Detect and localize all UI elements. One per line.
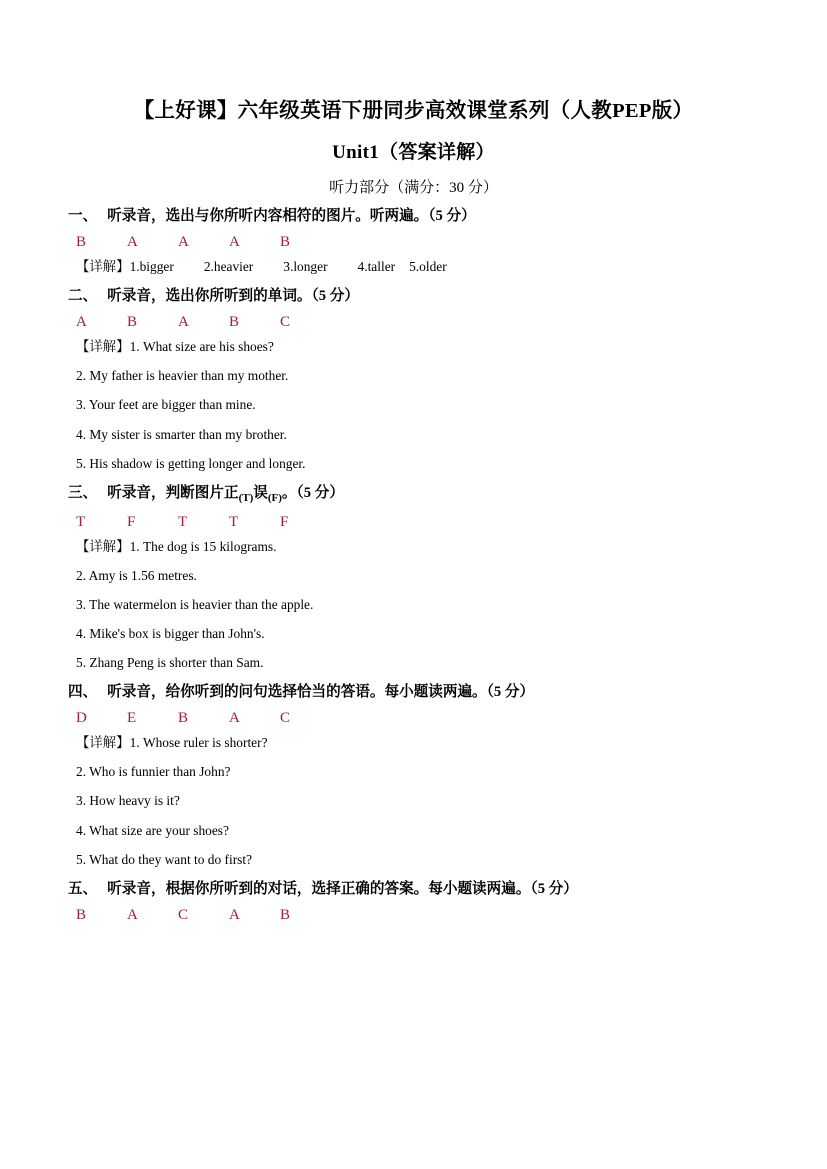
explanation-item: 2.heavier — [203, 258, 254, 274]
explanation-line: 5. What do they want to do first? — [76, 851, 253, 867]
question-3-prompt-sub1: (T) — [238, 491, 254, 504]
answer-cell: C — [178, 906, 189, 923]
question-3-title — [68, 483, 759, 507]
question-2-explanation — [76, 337, 759, 357]
answer-cell: A — [76, 314, 88, 331]
answer-cell: B — [76, 233, 87, 250]
question-block-2 — [68, 286, 759, 474]
question-4-title — [68, 682, 759, 703]
page-subtitle: Unit1（答案详解） — [332, 141, 495, 163]
question-2-title — [68, 286, 759, 307]
question-3-prompt-c: 。（5 分） — [281, 484, 344, 501]
answer-cell: B — [127, 314, 138, 331]
answer-cell: B — [280, 906, 291, 923]
question-3-prompt-sub2: (F) — [267, 491, 282, 504]
question-4-number: 四、 — [68, 684, 98, 701]
question-1-explanation — [76, 257, 759, 277]
question-1-answers — [76, 234, 759, 251]
explanation-tag: 【详解】 — [76, 258, 130, 274]
question-4-prompt: 听录音，给你听到的问句选择恰当的答语。每小题读两遍。（5 分） — [107, 684, 535, 701]
explanation-line: 4. What size are your shoes? — [76, 822, 229, 838]
answer-cell: T — [76, 513, 86, 530]
explanation-line: 1. What size are his shoes? — [129, 339, 274, 355]
explanation-line: 4. My sister is smarter than my brother. — [76, 426, 287, 442]
explanation-line: 2. My father is heavier than my mother. — [76, 368, 289, 384]
answer-cell: B — [76, 906, 87, 923]
explanation-line: 5. Zhang Peng is shorter than Sam. — [76, 655, 264, 670]
explanation-line: 1. Whose ruler is shorter? — [129, 735, 268, 751]
answer-cell: C — [280, 314, 291, 331]
question-5-number: 五、 — [68, 880, 98, 897]
question-3-explanation — [76, 537, 759, 557]
question-2-prompt: 听录音，选出你所听到的单词。（5 分） — [107, 288, 359, 305]
explanation-tag: 【详解】 — [76, 339, 130, 355]
answer-cell: A — [229, 710, 241, 727]
answer-cell: E — [127, 710, 137, 727]
answer-cell: F — [127, 513, 136, 530]
question-block-1 — [68, 206, 759, 277]
answer-cell: B — [178, 710, 189, 727]
explanation-line: 5. His shadow is getting longer and longer. — [76, 455, 306, 471]
answer-cell: A — [229, 233, 241, 250]
question-block-3 — [68, 483, 759, 673]
page-title: 【上好课】六年级英语下册同步高效课堂系列（人教PEP版） — [133, 100, 694, 122]
answer-cell: A — [178, 314, 190, 331]
question-5-title — [68, 879, 759, 900]
question-3-prompt-a: 听录音，判断图片正 — [107, 484, 239, 501]
question-5-prompt: 听录音，根据你所听到的对话，选择正确的答案。每小题读两遍。（5 分） — [107, 880, 578, 897]
answer-cell: F — [280, 513, 289, 530]
question-3-answers — [76, 514, 759, 531]
answer-cell: A — [178, 233, 190, 250]
question-2-number: 二、 — [68, 288, 98, 305]
section-heading: 听力部分（满分：30 分） — [329, 179, 498, 196]
answer-cell: A — [127, 906, 139, 923]
answer-cell: B — [280, 233, 291, 250]
question-1-title — [68, 206, 759, 227]
answer-cell: A — [229, 906, 241, 923]
question-block-5 — [68, 879, 759, 924]
question-4-answers — [76, 710, 759, 727]
answer-cell: B — [229, 314, 240, 331]
answer-cell: T — [178, 513, 188, 530]
explanation-line: 2. Who is funnier than John? — [76, 764, 231, 780]
answer-cell: D — [76, 710, 88, 727]
question-3-prompt-b: 误 — [253, 484, 268, 501]
answer-cell: A — [127, 233, 139, 250]
question-4-explanation — [76, 733, 759, 753]
question-block-4 — [68, 682, 759, 870]
explanation-line: 1. The dog is 15 kilograms. — [129, 538, 277, 554]
question-1-prompt: 听录音，选出与你所听内容相符的图片。听两遍。（5 分） — [107, 207, 476, 224]
explanation-line: 3. How heavy is it? — [76, 793, 180, 809]
explanation-tag: 【详解】 — [76, 538, 130, 554]
explanation-line: 2. Amy is 1.56 metres. — [76, 567, 197, 583]
explanation-item: 3.longer — [283, 258, 328, 274]
explanation-line: 4. Mike's box is bigger than John's. — [76, 625, 265, 641]
explanation-line: 3. The watermelon is heavier than the apple. — [76, 596, 314, 612]
explanation-item: 5.older — [409, 258, 447, 274]
question-2-answers — [76, 314, 759, 331]
explanation-item: 4.taller — [357, 258, 396, 274]
explanation-tag: 【详解】 — [76, 735, 130, 751]
answer-cell: T — [229, 513, 239, 530]
question-3-number: 三、 — [68, 484, 98, 501]
explanation-line: 3. Your feet are bigger than mine. — [76, 397, 256, 413]
explanation-item: 1.bigger — [129, 258, 174, 274]
question-1-number: 一、 — [68, 207, 98, 224]
answer-cell: C — [280, 710, 291, 727]
question-5-answers — [76, 907, 759, 924]
